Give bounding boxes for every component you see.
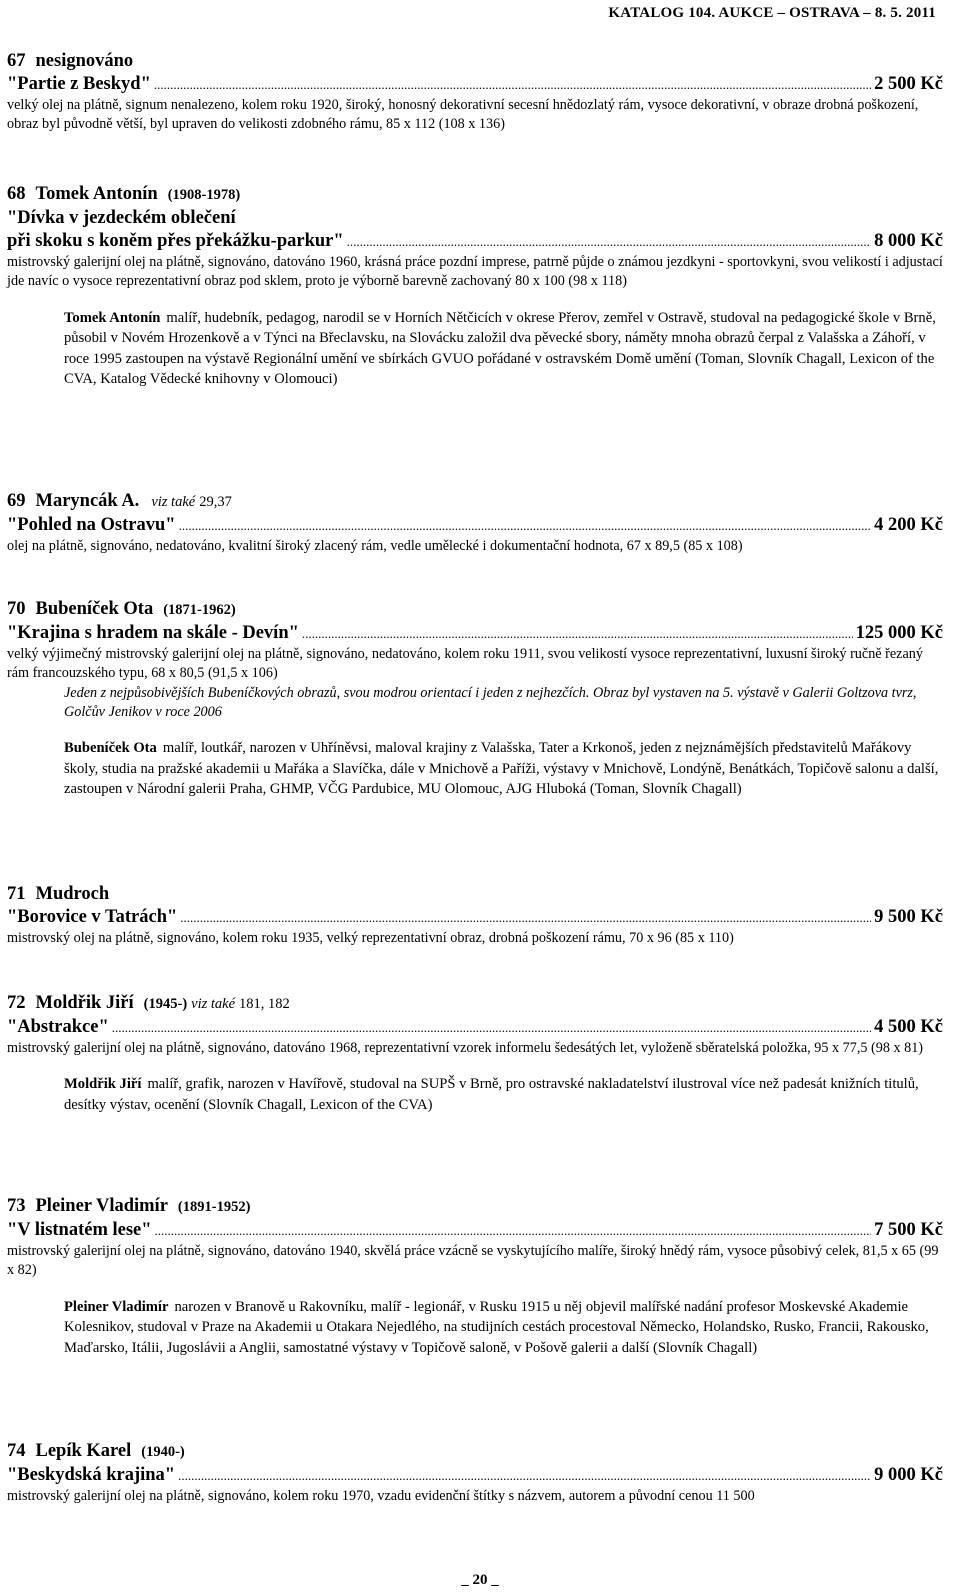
lot-price: 2 500 Kč	[874, 74, 943, 94]
lot-title: "V listnatém lese"	[7, 1220, 152, 1240]
bio-artist-name: Tomek Antonín	[64, 309, 161, 326]
artist-biography	[64, 308, 943, 390]
dot-leader	[178, 1464, 871, 1487]
lot-number: 70	[7, 599, 26, 619]
lot-heading	[7, 490, 943, 514]
lot-title-line	[7, 230, 943, 253]
lot-price: 125 000 Kč	[855, 623, 943, 643]
lot-artist: Lepík Karel	[35, 1441, 132, 1461]
lot-note: Jeden z nejpůsobivějších Bubeníčkových obrazů, svou modrou orientací i jeden z nejhezčích. Obraz byl vystaven na 5. výstavě v Galerii Goltzova tvrz, Golčův Jenikov v roce 2006	[64, 684, 917, 720]
lot-number: 68	[7, 184, 26, 204]
bio-artist-name: Moldřik Jiří	[64, 1076, 142, 1093]
lot-title: "Krajina s hradem na skále - Devín"	[7, 623, 299, 643]
bio-artist-name: Pleiner Vladimír	[64, 1298, 169, 1315]
lot-artist: Bubeníček Ota	[35, 599, 154, 619]
bio-artist-name: Bubeníček Ota	[64, 740, 157, 757]
lot-title-line	[7, 1464, 943, 1487]
bio-text: malíř, hudebník, pedagog, narodil se v Horních Nětčicích v okrese Přerov, zemřel v Ostravě, studoval na pedagogické škole v Brně, působil v Novém Hrozenkově a v Týnci na Břeclavsku, na Slovácku založil dva pěvecké sbory, náměty mnoha obrazů čerpal z Valašska a Záhoří, v roce 1995 zastoupen na výstavě Regionální umění ve sbírkách GVUO pořádané v ostravském Domě umění (Toman, Slovník Chagall, Lexicon of the CVA, Katalog Vědecké knihovny v Olomouci)	[64, 309, 936, 388]
lot-67	[7, 50, 943, 135]
lot-artist: Maryncák A.	[35, 491, 140, 511]
lot-heading	[7, 1440, 943, 1464]
ref-lots: 181, 182	[239, 996, 290, 1012]
lot-title-line	[7, 906, 943, 929]
lot-cross-reference	[191, 996, 290, 1012]
lot-description: mistrovský galerijní olej na plátně, signováno, datováno 1960, krásná práce pozdní imprese, patrně půjde o známou jezdkyni - sportovkyni, svou velikostí i adjustací jde navíc o vysoce reprezentativní obraz pod sklem, proto je výborně barevně zachovaný 80 x 100 (98 x 118)	[7, 254, 943, 290]
artist-biography	[64, 1297, 943, 1359]
lot-description: velký výjimečný mistrovský galerijní olej na plátně, signováno, nedatováno, kolem roku 1911, svou velikostí vysoce reprezentativní, luxusní široký ručně řezaný rám francouzského typu, 68 x 80,5 (91,5 x 106)	[7, 646, 923, 682]
artist-biography	[64, 738, 943, 800]
lot-74	[7, 1440, 943, 1506]
lot-number: 69	[7, 491, 26, 511]
lot-description: olej na plátně, signováno, nedatováno, kvalitní široký zlacený rám, vedle umělecké i dokumentační hodnota, 67 x 89,5 (85 x 108)	[7, 538, 743, 554]
lot-heading	[7, 50, 943, 73]
dot-leader	[179, 514, 872, 537]
lot-heading	[7, 883, 943, 906]
lot-description: mistrovský olej na plátně, signováno, kolem roku 1935, velký reprezentativní obraz, drobná poškození rámu, 70 x 96 (85 x 110)	[7, 930, 734, 946]
dot-leader	[302, 622, 853, 645]
lot-price: 4 200 Kč	[874, 515, 943, 535]
lot-number: 67	[7, 51, 26, 71]
ref-lots: 29,37	[199, 494, 232, 510]
lot-artist: Tomek Antonín	[35, 184, 158, 204]
lot-heading	[7, 598, 943, 622]
lot-title: "Beskydská krajina"	[7, 1465, 176, 1485]
lot-artist: Moldřik Jiří	[35, 993, 134, 1013]
lot-description: mistrovský galerijní olej na plátně, signováno, datováno 1968, reprezentativní vzorek informelu šedesátých let, vyloženě sběratelská položka, 95 x 77,5 (98 x 81)	[7, 1040, 924, 1056]
lot-70	[7, 598, 943, 800]
lot-artist-dates: (1940-)	[141, 1444, 185, 1460]
lot-title: "Borovice v Tatrách"	[7, 907, 178, 927]
bio-text: narozen v Branově u Rakovníku, malíř - legionář, v Rusku 1915 u něj objevil malířské nadání profesor Moskevské Akademie Kolesnikov, studoval v Praze na Akademii u Otakara Nejedlého, na studijních cestách procestoval Německo, Holandsko, Rusko, Francii, Rakousko, Maďarsko, Itálii, Jugoslávii a Anglii, samostatné výstavy v Topičově saloně, v Pošově galerii a další (Slovník Chagall)	[64, 1298, 929, 1356]
lot-artist-dates: (1945-)	[143, 996, 188, 1012]
dot-leader	[180, 906, 871, 929]
lot-title: při skoku s koněm přes překážku-parkur"	[7, 231, 344, 251]
lot-number: 71	[7, 884, 26, 904]
lot-heading	[7, 992, 943, 1016]
catalog-header: KATALOG 104. AUKCE – OSTRAVA – 8. 5. 2011	[608, 5, 936, 21]
lot-73	[7, 1195, 943, 1358]
dot-leader	[112, 1016, 871, 1039]
lot-description: mistrovský galerijní olej na plátně, signováno, kolem roku 1970, vzadu evidenční štítky s názvem, autorem a původní cenou 11 500	[7, 1488, 755, 1504]
lot-71	[7, 883, 943, 948]
ref-label: viz také	[191, 996, 236, 1012]
lot-artist-dates: (1871-1962)	[163, 602, 236, 618]
lot-title-line	[7, 1219, 943, 1242]
lot-69	[7, 490, 943, 556]
lot-title: "Partie z Beskyd"	[7, 74, 151, 94]
lot-heading	[7, 183, 943, 207]
lot-price: 8 000 Kč	[874, 231, 943, 251]
lot-title-line	[7, 73, 943, 96]
artist-biography	[64, 1074, 943, 1115]
lot-number: 74	[7, 1441, 26, 1461]
lot-title-first-line: "Dívka v jezdeckém oblečení	[7, 208, 236, 228]
lot-title: "Pohled na Ostravu"	[7, 515, 176, 535]
lot-title-line	[7, 622, 943, 645]
lot-artist: Mudroch	[35, 884, 110, 904]
lot-title-line	[7, 514, 943, 537]
lot-artist-dates: (1891-1952)	[177, 1199, 251, 1215]
dot-leader	[155, 1219, 872, 1242]
lot-title: "Abstrakce"	[7, 1017, 109, 1037]
lot-artist: nesignováno	[35, 51, 134, 71]
dot-leader	[154, 73, 871, 96]
lot-cross-reference	[151, 494, 232, 510]
bio-text: malíř, grafik, narozen v Havířově, studoval na SUPŠ v Brně, pro ostravské nakladatelství ilustroval více než padesát knižních titulů, desítky výstav, ocenění (Slovník Chagall, Lexicon of the CVA)	[64, 1076, 919, 1113]
lot-68	[7, 183, 943, 390]
lot-price: 9 500 Kč	[874, 907, 943, 927]
dot-leader	[347, 230, 871, 253]
ref-label: viz také	[151, 494, 196, 510]
page-number: _ 20 _	[461, 1572, 499, 1588]
lot-price: 9 000 Kč	[874, 1465, 943, 1485]
bio-text: malíř, loutkář, narozen v Uhříněvsi, maloval krajiny z Valašska, Tater a Krkonoš, jeden z nejznámějších představitelů Mařákovy školy, studia na pražské akademii u Mařáka a Slavíčka, dále v Mnichově a Paříži, výstavy v Mnichově, Londýně, Benátkách, Topičově salonu a další, zastoupen v Národní galerii Praha, GHMP, VČG Pardubice, MU Olomouc, AJG Hluboká (Toman, Slovník Chagall)	[64, 740, 939, 798]
lot-price: 4 500 Kč	[874, 1017, 943, 1037]
lot-number: 73	[7, 1196, 26, 1216]
lot-artist: Pleiner Vladimír	[35, 1196, 168, 1216]
lot-description: velký olej na plátně, signum nenalezeno, kolem roku 1920, široký, honosný dekorativní secesní hnědozlatý rám, vysoce dekorativní, v obraze drobná poškození, obraz byl původně větší, byl upraven do velikosti zdobného rámu, 85 x 112 (108 x 136)	[7, 97, 919, 133]
lot-72	[7, 992, 943, 1115]
lot-description: mistrovský galerijní olej na plátně, signováno, datováno 1940, skvělá práce vzácně se vyskytujícího malíře, široký hnědý rám, vysoce působivý celek, 81,5 x 65 (99 x 82)	[7, 1243, 939, 1279]
lot-price: 7 500 Kč	[874, 1220, 943, 1240]
lot-number: 72	[7, 993, 26, 1013]
lot-title-line	[7, 1016, 943, 1039]
lot-artist-dates: (1908-1978)	[167, 187, 241, 203]
lot-heading	[7, 1195, 943, 1219]
